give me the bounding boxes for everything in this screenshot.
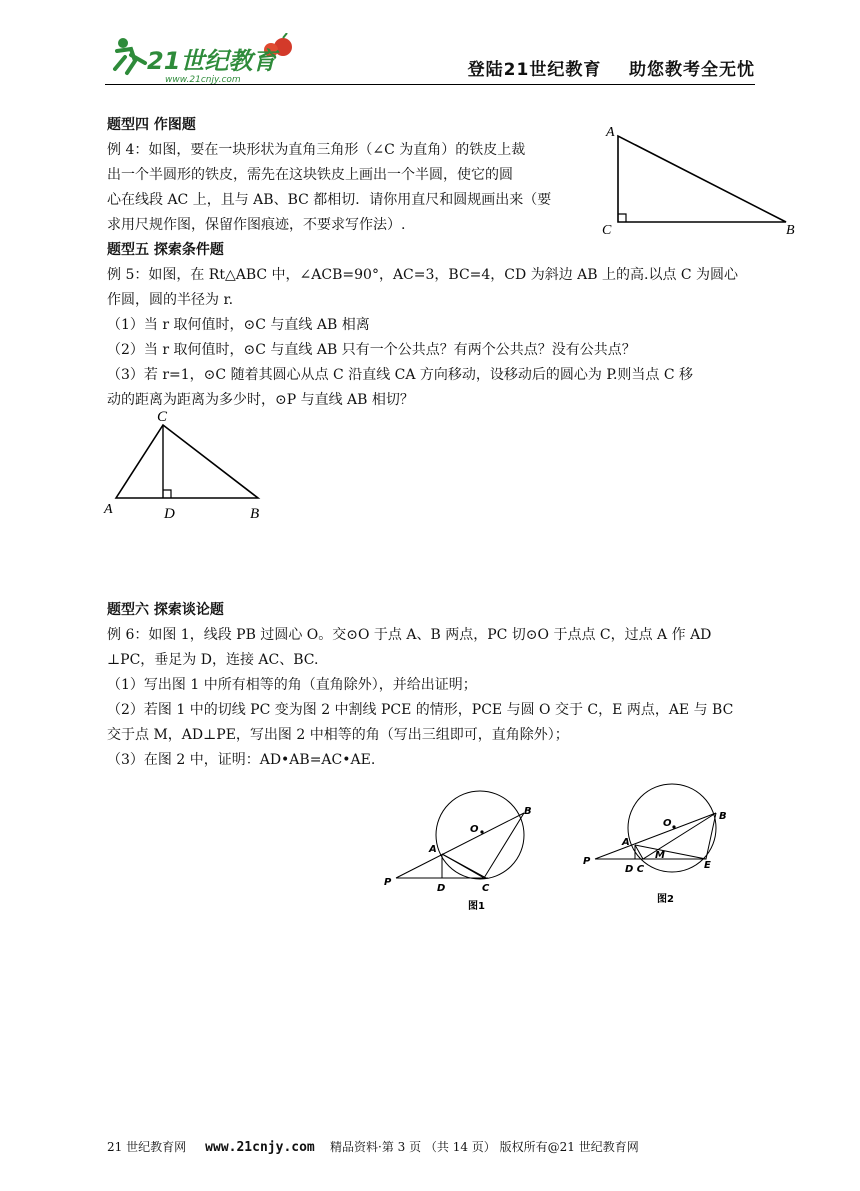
label-b: B bbox=[250, 506, 260, 522]
section5-line: （1）当 r 取何值时，⊙C 与直线 AB 相离 bbox=[107, 317, 370, 333]
section4-line: 心在线段 AC 上，且与 AB、BC 都相切．请你用直尺和圆规画出来（要 bbox=[107, 192, 552, 208]
label-a: A bbox=[429, 844, 437, 855]
circle-figure-1 bbox=[378, 790, 548, 915]
section5-line: （2）当 r 取何值时，⊙C 与直线 AB 只有一个公共点？有两个公共点？没有公共点？ bbox=[107, 342, 636, 358]
circle-figure-2 bbox=[577, 780, 747, 910]
label-b: B bbox=[719, 811, 727, 822]
page-footer bbox=[107, 1138, 639, 1155]
section6-line: 交于点 M，AD⊥PE，写出图 2 中相等的角（写出三组即可，直角除外）； bbox=[107, 727, 569, 743]
label-b: B bbox=[786, 223, 795, 238]
section5-heading: 题型五 探索条件题 bbox=[107, 242, 224, 258]
label-o: O bbox=[663, 818, 672, 829]
label-d: D bbox=[437, 883, 446, 894]
label-dc: D C bbox=[625, 864, 645, 875]
logo-text: 21世纪教育 bbox=[147, 47, 277, 75]
label-m: M bbox=[655, 850, 665, 861]
label-p: P bbox=[384, 877, 392, 888]
runner-icon bbox=[115, 38, 145, 73]
footer-site-link[interactable]: www.21cnjy.com bbox=[205, 1140, 315, 1155]
section6-heading: 题型六 探索谈论题 bbox=[107, 602, 224, 618]
header-divider bbox=[105, 84, 755, 85]
label-a: A bbox=[104, 502, 113, 517]
label-b: B bbox=[524, 806, 532, 817]
figure-caption: 图1 bbox=[468, 901, 485, 912]
right-triangle-figure bbox=[598, 120, 808, 240]
section5-line: 动的距离为距离为多少时，⊙P 与直线 AB 相切？ bbox=[107, 392, 414, 408]
section6-line: （1）写出图 1 中所有相等的角（直角除外），并给出证明； bbox=[107, 677, 477, 693]
section6-line: ⊥PC，垂足为 D，连接 AC、BC. bbox=[107, 652, 319, 668]
section5-line: （3）若 r=1，⊙C 随着其圆心从点 C 沿直线 CA 方向移动，设移动后的圆心为 P.则当点 C 移 bbox=[107, 367, 694, 383]
section6-line: （3）在图 2 中，证明：AD•AB=AC•AE. bbox=[107, 752, 376, 768]
section4-heading: 题型四 作图题 bbox=[107, 117, 196, 133]
header-slogan: 登陆21世纪教育 助您教考全无忧 bbox=[467, 60, 755, 80]
footer-right: 精品资料·第 3 页 （共 14 页） 版权所有@21 世纪教育网 bbox=[330, 1140, 639, 1154]
altitude-triangle-figure bbox=[100, 405, 270, 525]
label-c: C bbox=[602, 223, 612, 238]
label-c: C bbox=[482, 883, 490, 894]
section4-line: 例 4：如图，要在一块形状为直角三角形（∠C 为直角）的铁皮上裁 bbox=[107, 142, 526, 158]
section5-line: 作圆，圆的半径为 r. bbox=[107, 292, 234, 308]
label-p: P bbox=[583, 856, 591, 867]
footer-left: 21 世纪教育网 bbox=[107, 1140, 187, 1154]
label-e: E bbox=[704, 860, 711, 871]
section4-line: 出一个半圆形的铁皮，需先在这块铁皮上画出一个半圆，使它的圆 bbox=[107, 167, 513, 183]
section6-line: 例 6：如图 1，线段 PB 过圆心 O。交⊙O 于点 A、B 两点，PC 切⊙O 于点点 C，过点 A 作 AD bbox=[107, 627, 712, 643]
logo bbox=[105, 33, 305, 85]
section5-line: 例 5：如图，在 Rt△ABC 中，∠ACB=90°，AC=3，BC=4，CD 为斜边 AB 上的高.以点 C 为圆心 bbox=[107, 267, 739, 283]
section4-line: 求用尺规作图，保留作图痕迹，不要求写作法）. bbox=[107, 217, 406, 233]
label-o: O bbox=[470, 824, 479, 835]
label-a: A bbox=[622, 837, 630, 848]
label-d: D bbox=[164, 506, 175, 522]
label-a: A bbox=[606, 125, 615, 140]
figure-caption: 图2 bbox=[657, 894, 674, 905]
section6-line: （2）若图 1 中的切线 PC 变为图 2 中割线 PCE 的情形，PCE 与圆 O 交于 C，E 两点，AE 与 BC bbox=[107, 702, 734, 718]
label-c: C bbox=[157, 409, 168, 425]
logo-url: www.21cnjy.com bbox=[165, 75, 241, 85]
